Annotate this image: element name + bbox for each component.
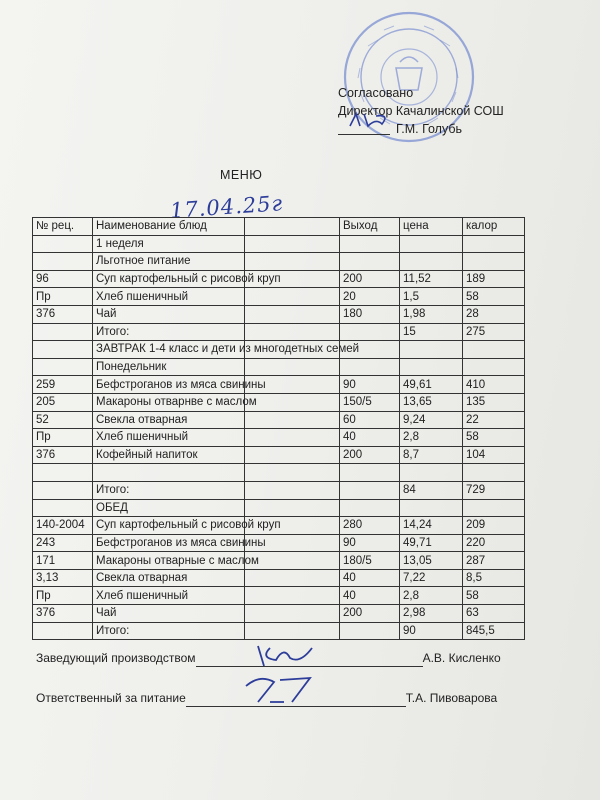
portion-cell [340,253,400,271]
portion-cell: 200 [340,605,400,623]
table-row [33,429,525,447]
dish-name-cell: Льготное питание [93,253,245,271]
portion-cell: 200 [340,270,400,288]
dish-extra-cell [245,481,340,499]
price-cell: 2,8 [400,587,463,605]
calories-cell: 28 [463,305,525,323]
head-signature [250,640,320,670]
table-row [33,323,525,341]
header-cell: Наименование блюд [93,218,245,236]
price-cell [400,358,463,376]
price-cell: 49,71 [400,534,463,552]
director-signature [346,110,396,132]
recipe-number-cell: 3,13 [33,569,93,587]
dish-name-cell: Бефстроганов из мяса свинины [93,376,245,394]
head-name: А.В. Кисленко [422,651,501,665]
table-row [33,517,525,535]
price-cell: 1,98 [400,305,463,323]
dish-name-cell: ОБЕД [93,499,245,517]
portion-cell: 180 [340,305,400,323]
recipe-number-cell: 96 [33,270,93,288]
dish-name-cell: Хлеб пшеничный [93,429,245,447]
handwritten-date: 17.04.25г [169,191,284,223]
dish-name-cell: Итого: [93,323,245,341]
dish-name-cell: Макароны отварнве с маслом [93,393,245,411]
dish-extra-cell [245,358,340,376]
table-row [33,587,525,605]
dish-name-cell: ЗАВТРАК 1-4 класс и дети из многодетных семей [93,341,245,359]
table-row [33,622,525,640]
calories-cell: 220 [463,534,525,552]
table-row [33,253,525,271]
price-cell: 13,65 [400,393,463,411]
table-row [33,411,525,429]
price-cell: 14,24 [400,517,463,535]
calories-cell [463,253,525,271]
price-cell [400,464,463,482]
recipe-number-cell [33,499,93,517]
calories-cell: 8,5 [463,569,525,587]
calories-cell [463,235,525,253]
portion-cell [340,481,400,499]
header-cell: № рец. [33,218,93,236]
dish-name-cell: Макароны отварные с маслом [93,552,245,570]
dish-name-cell: Итого: [93,481,245,499]
table-row [33,270,525,288]
dish-extra-cell [245,411,340,429]
approval-position: Директор Качалинской СОШ [338,104,504,118]
dish-extra-cell [245,605,340,623]
portion-cell [340,323,400,341]
calories-cell: 104 [463,446,525,464]
table-header-row [33,218,525,236]
calories-cell: 22 [463,411,525,429]
price-cell: 90 [400,622,463,640]
calories-cell: 63 [463,605,525,623]
price-cell: 15 [400,323,463,341]
price-cell: 8,7 [400,446,463,464]
recipe-number-cell: 140-2004 [33,517,93,535]
table-row [33,446,525,464]
dish-extra-cell [245,464,340,482]
recipe-number-cell [33,481,93,499]
dish-extra-cell [245,429,340,447]
recipe-number-cell: 243 [33,534,93,552]
dish-name-cell: 1 неделя [93,235,245,253]
dish-name-cell: Чай [93,305,245,323]
dish-name-cell: Суп картофельный с рисовой круп [93,270,245,288]
price-cell: 7,22 [400,569,463,587]
portion-cell [340,622,400,640]
price-cell: 1,5 [400,288,463,306]
recipe-number-cell [33,464,93,482]
table-row [33,552,525,570]
recipe-number-cell [33,323,93,341]
portion-cell [340,235,400,253]
dish-name-cell: Хлеб пшеничный [93,288,245,306]
price-cell: 84 [400,481,463,499]
recipe-number-cell: 52 [33,411,93,429]
recipe-number-cell: 376 [33,446,93,464]
dish-extra-cell [245,587,340,605]
dish-extra-cell [245,393,340,411]
dish-name-cell: Свекла отварная [93,569,245,587]
portion-cell [340,358,400,376]
dish-extra-cell [245,235,340,253]
price-cell [400,499,463,517]
dish-extra-cell [245,622,340,640]
calories-cell: 209 [463,517,525,535]
table-row [33,341,525,359]
portion-cell: 280 [340,517,400,535]
recipe-number-cell [33,358,93,376]
dish-name-cell: Бефстроганов из мяса свинины [93,534,245,552]
portion-cell: 180/5 [340,552,400,570]
calories-cell [463,499,525,517]
document-title: МЕНЮ [220,168,263,182]
dish-name-cell: Итого: [93,622,245,640]
calories-cell: 729 [463,481,525,499]
dish-extra-cell [245,288,340,306]
dish-name-cell: Хлеб пшеничный [93,587,245,605]
portion-cell: 20 [340,288,400,306]
table-row [33,358,525,376]
portion-cell: 40 [340,569,400,587]
price-cell: 49,61 [400,376,463,394]
table-row [33,605,525,623]
table-row [33,305,525,323]
recipe-number-cell [33,622,93,640]
dish-extra-cell [245,253,340,271]
recipe-number-cell [33,341,93,359]
calories-cell [463,358,525,376]
table-row [33,534,525,552]
dish-name-cell: Свекла отварная [93,411,245,429]
header-cell: Выход [340,218,400,236]
portion-cell: 200 [340,446,400,464]
dish-extra-cell [245,569,340,587]
portion-cell: 40 [340,429,400,447]
approval-director-name: Г.М. Голубь [396,122,463,136]
recipe-number-cell: Пр [33,288,93,306]
dish-name-cell [93,464,245,482]
menu-table [32,217,525,640]
table-row [33,569,525,587]
header-cell: цена [400,218,463,236]
recipe-number-cell: 376 [33,305,93,323]
dish-extra-cell [245,323,340,341]
signature-underline [338,134,390,135]
responsible-name: Т.А. Пивоварова [405,691,498,705]
price-cell: 2,98 [400,605,463,623]
recipe-number-cell: 205 [33,393,93,411]
dish-name-cell: Кофейный напиток [93,446,245,464]
dish-name-cell: Суп картофельный с рисовой круп [93,517,245,535]
recipe-number-cell: Пр [33,587,93,605]
responsible-label: Ответственный за питание [36,691,186,705]
portion-cell: 90 [340,534,400,552]
table-row [33,393,525,411]
calories-cell: 410 [463,376,525,394]
table-row [33,288,525,306]
table-row [33,464,525,482]
recipe-number-cell [33,235,93,253]
header-cell: калор [463,218,525,236]
dish-name-cell: Понедельник [93,358,245,376]
dish-extra-cell [245,499,340,517]
dish-extra-cell [245,305,340,323]
portion-cell: 90 [340,376,400,394]
portion-cell [340,464,400,482]
table-row [33,235,525,253]
price-cell: 9,24 [400,411,463,429]
calories-cell: 58 [463,429,525,447]
calories-cell: 845,5 [463,622,525,640]
recipe-number-cell: 376 [33,605,93,623]
price-cell: 11,52 [400,270,463,288]
calories-cell: 58 [463,288,525,306]
calories-cell: 275 [463,323,525,341]
head-label: Заведующий производством [36,651,196,665]
calories-cell [463,464,525,482]
header-cell [245,218,340,236]
recipe-number-cell [33,253,93,271]
price-cell [400,235,463,253]
calories-cell [463,341,525,359]
price-cell [400,253,463,271]
recipe-number-cell: 171 [33,552,93,570]
portion-cell [340,499,400,517]
portion-cell: 60 [340,411,400,429]
recipe-number-cell: Пр [33,429,93,447]
table-row [33,376,525,394]
recipe-number-cell: 259 [33,376,93,394]
portion-cell: 40 [340,587,400,605]
menu-table-body [33,218,525,640]
table-row [33,481,525,499]
price-cell: 13,05 [400,552,463,570]
table-row [33,499,525,517]
calories-cell: 189 [463,270,525,288]
portion-cell: 150/5 [340,393,400,411]
approval-heading: Согласовано [338,86,414,100]
calories-cell: 58 [463,587,525,605]
responsible-signature [240,672,320,706]
dish-extra-cell [245,446,340,464]
calories-cell: 135 [463,393,525,411]
calories-cell: 287 [463,552,525,570]
dish-name-cell: Чай [93,605,245,623]
price-cell: 2,8 [400,429,463,447]
price-cell [400,341,463,359]
